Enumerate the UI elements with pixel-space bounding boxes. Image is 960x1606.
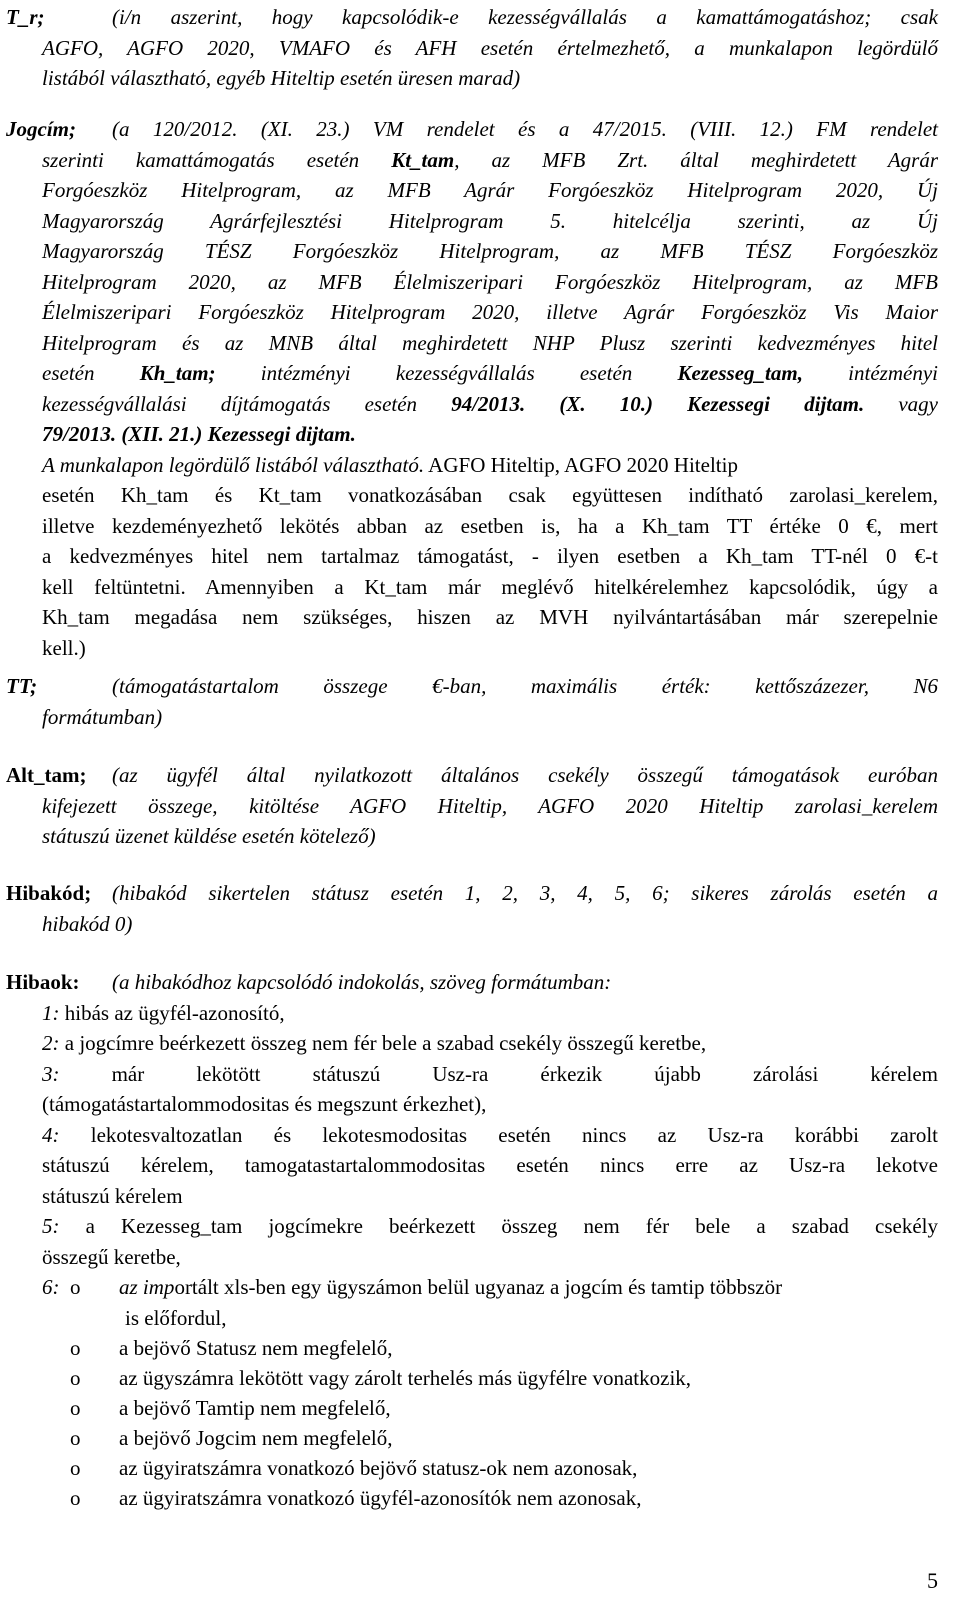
code-1-text: hibás az ügyfél-azonosító, xyxy=(59,1000,285,1025)
jogcim-line-16: kell feltüntetni. Amennyiben a Kt_tam már meglévő hitelkérelemhez kapcsolódik, úgy a xyxy=(42,574,938,599)
entry-hibakod xyxy=(6,878,938,939)
code-2-text: a jogcímre beérkezett összeg nem fér bele a szabad csekély összegű keretbe, xyxy=(59,1031,707,1055)
jogcim-line-9e: intézményi xyxy=(802,361,938,385)
code-5-number: 5: xyxy=(42,1214,60,1238)
jogcim-line-14: illetve kezdeményezhető lekötés abban az esetben is, ha a Kh_tam TT értéke 0 €, mert xyxy=(42,513,938,538)
hibaok-code-3 xyxy=(6,1059,938,1090)
code-5-text: a Kezesseg_tam jogcímekre beérkezett összeg nem fér bele a szabad csekély xyxy=(59,1214,938,1238)
entry-alt-tam xyxy=(6,760,938,852)
jogcim-line-3: Forgóeszköz Hitelprogram, az MFB Agrár Forgóeszköz Hitelprogram 2020, Új xyxy=(42,178,938,202)
code-1-number: 1: xyxy=(42,1000,60,1025)
page-number: 5 xyxy=(927,1568,938,1593)
bullet-item-1 xyxy=(6,1272,938,1333)
t-r-line-3: listából választható, egyéb Hiteltip esetén üresen marad) xyxy=(42,66,521,90)
term-hibakod: Hibakód; xyxy=(6,881,92,905)
bullet-item-6 xyxy=(6,1453,938,1484)
jogcim-line-5: Magyarország TÉSZ Forgóeszköz Hitelprogram, az MFB TÉSZ Forgóeszköz xyxy=(42,239,938,263)
hibaok-code-4-line-2: státuszú kérelem, tamogatastartalommodositas esetén nincs erre az Usz-ra lekotve xyxy=(42,1153,938,1177)
jogcim-line-12 xyxy=(6,450,938,481)
jogcim-line-8: Hitelprogram és az MNB által meghirdetett NHP Plusz szerinti kedvezményes hitel xyxy=(42,330,938,355)
hibaok-code-4-line-3: státuszú kérelem xyxy=(42,1183,183,1208)
bullet-marker: o xyxy=(70,1275,81,1299)
jogcim-line-6: Hitelprogram 2020, az MFB Élelmiszeripari Forgóeszköz Hitelprogram, az MFB xyxy=(42,269,938,294)
bullet-marker: o xyxy=(70,1486,81,1510)
hibaok-code-2 xyxy=(6,1028,938,1059)
jogcim-line-2a: szerinti kamattámogatás esetén xyxy=(42,147,392,172)
hibakod-line-2: hibakód 0) xyxy=(42,911,133,936)
alt-line-2: kifejezett összege, kitöltése AGFO Hiteltip, AGFO 2020 Hiteltip zarolasi_kerelem xyxy=(42,793,938,818)
code-6-number: 6: xyxy=(42,1275,60,1299)
jogcim-line-10a: kezességvállalási díjtámogatás esetén xyxy=(42,391,452,416)
bullet-4-text: a bejövő Tamtip nem megfelelő, xyxy=(119,1396,391,1420)
code-2-number: 2: xyxy=(42,1031,60,1055)
jogcim-line-2c: , az MFB Zrt. által meghirdetett Agrár xyxy=(454,147,938,172)
jogcim-kezessegi-dijtam-1: 94/2013. (X. 10.) Kezessegi dijtam. xyxy=(451,391,865,416)
jogcim-line-10 xyxy=(6,389,938,420)
t-r-line-2: AGFO, AGFO 2020, VMAFO és AFH esetén értelmezhető, a munkalapon legördülő xyxy=(42,35,938,60)
bullet-marker: o xyxy=(70,1366,81,1390)
alt-line-3: státuszú üzenet küldése esetén kötelező) xyxy=(42,824,376,848)
bullet-item-7 xyxy=(6,1483,938,1514)
bullet-1-italic: az imp xyxy=(119,1275,175,1299)
term-alt-tam: Alt_tam; xyxy=(6,763,87,787)
bullet-3-text: az ügyszámra lekötött vagy zárolt terhelés más ügyfélre vonatkozik, xyxy=(119,1366,692,1390)
jogcim-line-4: Magyarország Agrárfejlesztési Hitelprogram 5. hitelcélja szerinti, az Új xyxy=(42,208,938,233)
jogcim-line-12b: AGFO Hiteltip, AGFO 2020 Hiteltip xyxy=(424,452,738,477)
jogcim-kh-tam: Kh_tam; xyxy=(139,361,216,385)
term-tt: TT; xyxy=(6,674,38,698)
jogcim-line-11 xyxy=(6,419,938,450)
entry-tt xyxy=(6,671,938,732)
jogcim-line-10c: vagy xyxy=(864,391,938,416)
bullet-item-3 xyxy=(6,1363,938,1394)
bullet-marker: o xyxy=(70,1336,81,1360)
hibaok-code-5-line-2: összegű keretbe, xyxy=(42,1244,181,1269)
bullet-1-text: ortált xls-ben egy ügyszámon belül ugyanaz a jogcím és tamtip többször xyxy=(174,1275,783,1299)
entry-t-r xyxy=(6,2,938,94)
jogcim-line-12a: A munkalapon legördülő listából választható. xyxy=(42,452,425,477)
code-3-text: már lekötött státuszú Usz-ra érkezik újabb zárolási kérelem xyxy=(59,1061,938,1086)
bullet-marker: o xyxy=(70,1456,81,1480)
bullet-7-text: az ügyiratszámra vonatkozó ügyfél-azonosítók nem azonosak, xyxy=(119,1486,642,1510)
tt-line-1: (támogatástartalom összege €-ban, maximális érték: kettőszázezer, N6 xyxy=(112,674,938,698)
jogcim-line-9a: esetén xyxy=(42,361,140,385)
term-t-r: T_r; xyxy=(6,5,45,29)
hibaok-code-3-line-2: (támogatástartalommodositas és megszunt érkezhet), xyxy=(42,1092,487,1116)
jogcim-line-9 xyxy=(6,358,938,389)
bullet-5-text: a bejövő Jogcim nem megfelelő, xyxy=(119,1426,393,1450)
jogcim-line-7: Élelmiszeripari Forgóeszköz Hitelprogram 2020, illetve Agrár Forgóeszköz Vis Maior xyxy=(42,300,938,324)
hibaok-code-4 xyxy=(6,1120,938,1151)
code-4-number: 4: xyxy=(42,1122,60,1147)
hibaok-intro: (a hibakódhoz kapcsolódó indokolás, szöveg formátumban: xyxy=(112,970,612,994)
bullet-1-line-1 xyxy=(6,1272,938,1303)
jogcim-kezessegi-dijtam-2: 79/2013. (XII. 21.) Kezessegi dijtam. xyxy=(42,422,356,446)
jogcim-line-2 xyxy=(6,145,938,176)
jogcim-line-18: kell.) xyxy=(42,635,86,660)
tt-line-2: formátumban) xyxy=(42,704,163,729)
term-hibaok: Hibaok: xyxy=(6,970,80,994)
bullet-item-2 xyxy=(6,1333,938,1364)
jogcim-line-15: a kedvezményes hitel nem tartalmaz támogatást, - ilyen esetben a Kh_tam TT-nél 0 €-t xyxy=(42,544,938,568)
bullet-marker: o xyxy=(70,1396,81,1420)
bullet-1-line-2: is előfordul, xyxy=(125,1305,227,1330)
code-3-number: 3: xyxy=(42,1061,60,1086)
bullet-2-text: a bejövő Statusz nem megfelelő, xyxy=(119,1336,393,1360)
alt-line-1: (az ügyfél által nyilatkozott általános csekély összegű támogatások euróban xyxy=(112,763,938,787)
bullet-item-4 xyxy=(6,1393,938,1424)
bullet-item-5 xyxy=(6,1423,938,1454)
t-r-line-1: (i/n aszerint, hogy kapcsolódik-e kezességvállalás a kamattámogatáshoz; csak xyxy=(112,5,938,29)
jogcim-line-17: Kh_tam megadása nem szükséges, hiszen az MVH nyilvántartásában már szerepelnie xyxy=(42,605,938,629)
bullet-6-text: az ügyiratszámra vonatkozó bejövő statusz-ok nem azonosak, xyxy=(119,1456,638,1480)
jogcim-kt-tam: Kt_tam xyxy=(391,147,455,172)
bullet-marker: o xyxy=(70,1426,81,1450)
entry-jogcim xyxy=(6,114,938,663)
entry-hibaok xyxy=(6,967,938,1303)
code-4-text: lekotesvaltozatlan és lekotesmodositas esetén nincs az Usz-ra korábbi zarolt xyxy=(59,1122,938,1147)
hibakod-line-1: (hibakód sikertelen státusz esetén 1, 2, 3, 4, 5, 6; sikeres zárolás esetén a xyxy=(112,881,938,905)
jogcim-line-9c: intézményi kezességvállalás esetén xyxy=(215,361,678,385)
jogcim-line-13: esetén Kh_tam és Kt_tam vonatkozásában csak együttesen indítható zarolasi_kerelem, xyxy=(42,483,938,507)
hibaok-code-5 xyxy=(6,1211,938,1242)
term-jogcim: Jogcím; xyxy=(6,117,76,141)
jogcim-kezesseg-tam: Kezesseg_tam, xyxy=(677,361,803,385)
hibaok-code-1 xyxy=(6,998,938,1029)
jogcim-line-1: (a 120/2012. (XI. 23.) VM rendelet és a 47/2015. (VIII. 12.) FM rendelet xyxy=(112,117,938,141)
